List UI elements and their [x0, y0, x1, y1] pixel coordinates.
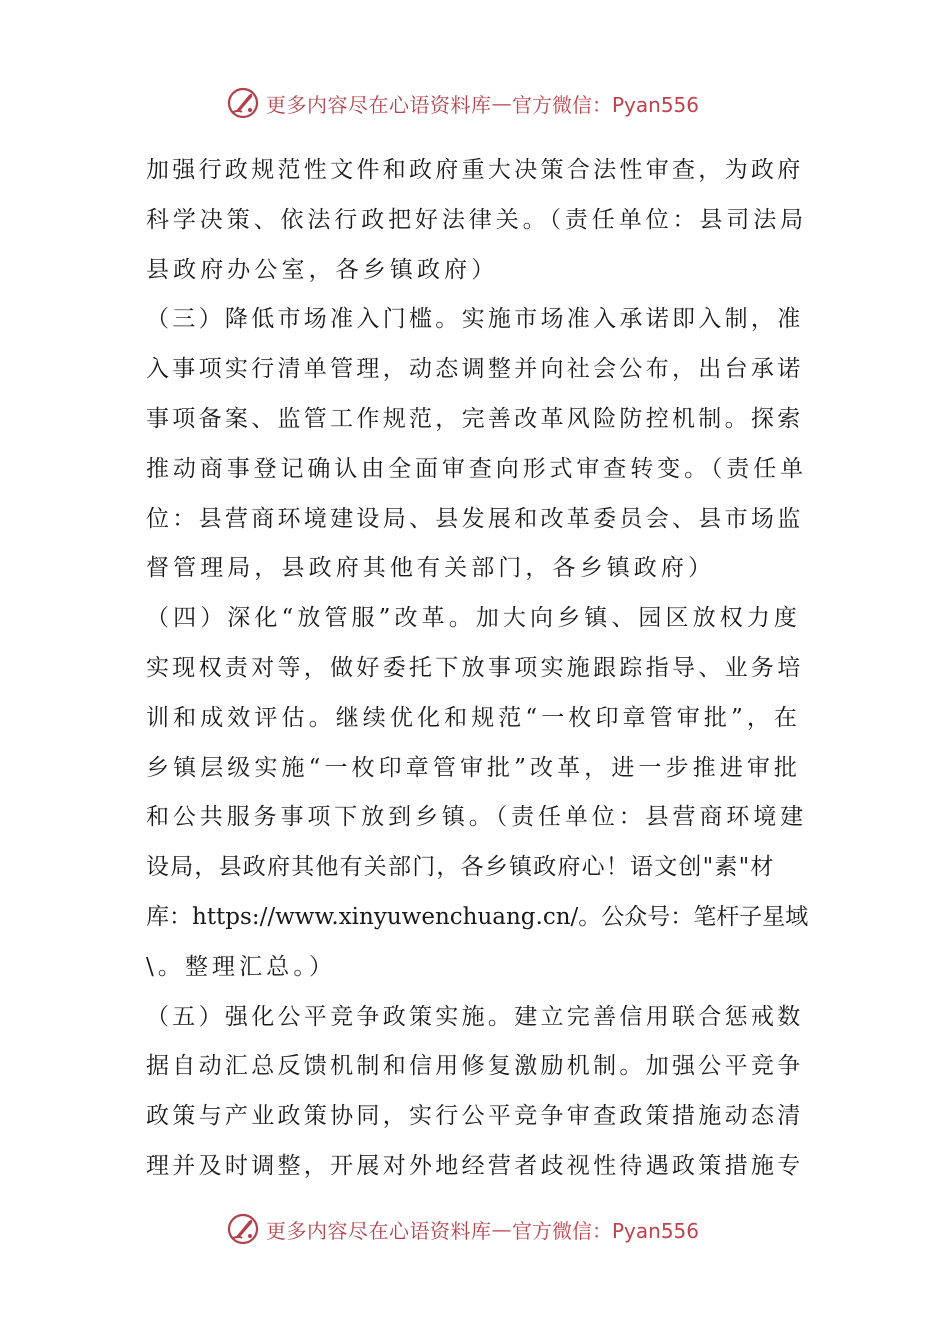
text-line: （五）强化公平竞争政策实施。建立完善信用联合惩戒数	[146, 1003, 804, 1030]
text-line: 县政府办公室，各乡镇政府）	[146, 256, 499, 283]
text-line: 推动商事登记确认由全面审查向形式审查转变。（责任单	[146, 455, 807, 482]
text-line: 督管理局，县政府其他有关部门，各乡镇政府）	[146, 555, 716, 582]
text-line: 位：县营商环境建设局、县发展和改革委员会、县市场监	[146, 505, 804, 532]
text-line: 理并及时调整，开展对外地经营者歧视性待遇政策措施专	[146, 1152, 804, 1179]
header-watermark	[226, 83, 699, 123]
text-line: 据自动汇总反馈机制和信用修复激励机制。加强公平竞争	[146, 1053, 804, 1080]
text-line: （三）降低市场准入门槛。实施市场准入承诺即入制，准	[146, 306, 804, 333]
text-line: \。整理汇总。）	[146, 953, 337, 980]
text-line: 乡镇层级实施“一枚印章管审批”改革，进一步推进审批	[146, 754, 802, 781]
text-line: 和公共服务事项下放到乡镇。（责任单位：县营商环境建	[146, 804, 807, 831]
footer-watermark	[226, 1209, 699, 1249]
watermark-wechat: 官方微信：Pyan556	[512, 1218, 700, 1243]
watermark-text: 更多内容尽在心语资料库	[266, 1218, 492, 1243]
watermark-separator: —	[491, 1217, 512, 1241]
text-line: 加强行政规范性文件和政府重大决策合法性审查，为政府	[146, 157, 804, 183]
text-line: 入事项实行清单管理，动态调整并向社会公布，出台承诺	[146, 356, 804, 383]
watermark-wechat: 官方微信：Pyan556	[512, 92, 700, 117]
text-line: 设局，县政府其他有关部门，各乡镇政府心！语文创"素"材	[146, 854, 775, 881]
text-line: （四）深化“放管服”改革。加大向乡镇、园区放权力度	[146, 605, 802, 632]
text-line: 库：https://www.xinyuwenchuang.cn/。公众号：笔杆子星域	[146, 903, 809, 930]
text-line: 训和成效评估。继续优化和规范“一枚印章管审批”，在	[146, 704, 802, 731]
text-line: 实现权责对等，做好委托下放事项实施跟踪指导、业务培	[146, 654, 804, 681]
text-line: 政策与产业政策协同，实行公平竞争审查政策措施动态清	[146, 1103, 804, 1130]
watermark-separator: —	[491, 91, 512, 115]
quill-pen-logo-icon	[226, 86, 260, 120]
text-line: 事项备案、监管工作规范，完善改革风险防控机制。探索	[146, 405, 804, 432]
text-line: 科学决策、依法行政把好法律关。（责任单位：县司法局	[146, 206, 807, 233]
document-body	[146, 146, 809, 1192]
watermark-text: 更多内容尽在心语资料库	[266, 92, 492, 117]
quill-pen-logo-icon	[226, 1212, 260, 1246]
